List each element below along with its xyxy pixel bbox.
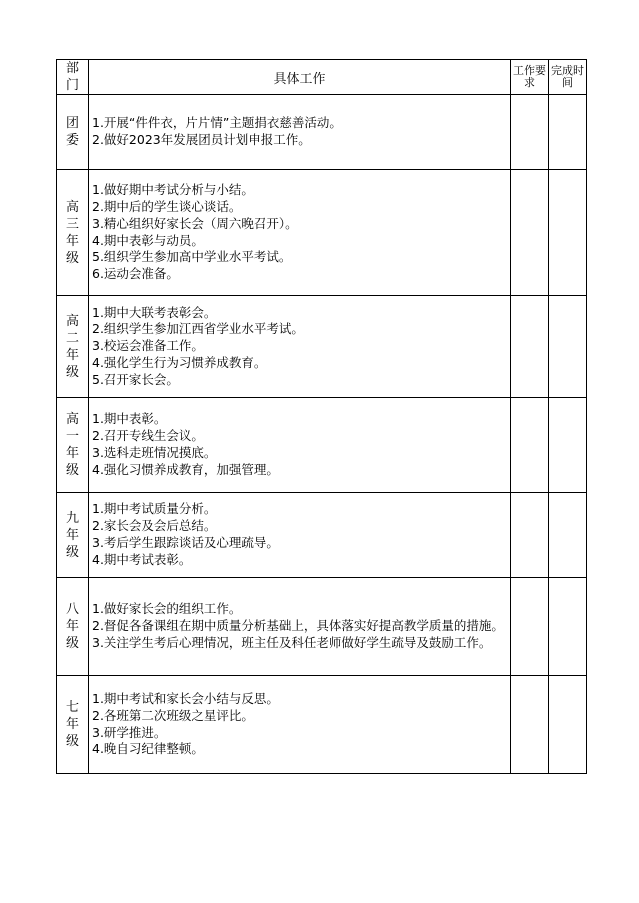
table-row [57, 296, 587, 398]
completion-time-cell[interactable] [549, 95, 587, 170]
work-item-list [89, 691, 510, 758]
work-item: 4.期中表彰与动员。 [92, 232, 204, 248]
table-row [57, 578, 587, 676]
completion-time-cell[interactable] [549, 676, 587, 774]
dept-label: 高三年级 [65, 199, 79, 266]
header-row [57, 60, 587, 95]
dept-cell [57, 676, 89, 774]
completion-time-cell[interactable] [549, 493, 587, 578]
dept-cell [57, 170, 89, 296]
work-item: 2.督促各备课组在期中质量分析基础上，具体落实好提高教学质量的措施。 [92, 618, 504, 634]
work-item: 4.期中考试表彰。 [92, 551, 192, 567]
work-item: 6.运动会准备。 [92, 266, 179, 282]
work-item: 3.选科走班情况摸底。 [92, 445, 217, 460]
requirement-cell[interactable] [511, 676, 549, 774]
requirement-cell[interactable] [511, 296, 549, 398]
header-requirement: 工作要求 [511, 60, 549, 95]
work-item: 2.期中后的学生谈心谈话。 [92, 198, 242, 214]
dept-label: 高二年级 [65, 313, 79, 380]
work-item-list [89, 601, 510, 651]
dept-cell [57, 398, 89, 493]
work-item: 4.强化学生行为习惯养成教育。 [92, 354, 267, 370]
work-cell [89, 398, 511, 493]
work-item: 3.研学推进。 [92, 724, 167, 740]
work-item: 1.期中考试质量分析。 [92, 501, 217, 517]
requirement-cell[interactable] [511, 170, 549, 296]
work-item: 1.期中考试和家长会小结与反思。 [92, 690, 279, 706]
work-item: 3.关注学生考后心理情况，班主任及科任老师做好学生疏导及鼓励工作。 [92, 634, 492, 650]
dept-cell [57, 296, 89, 398]
work-item: 2.做好2023年发展团员计划申报工作。 [92, 132, 311, 147]
dept-cell [57, 578, 89, 676]
dept-label: 八年级 [65, 602, 79, 651]
requirement-cell[interactable] [511, 578, 549, 676]
completion-time-cell[interactable] [549, 296, 587, 398]
work-item: 3.校运会准备工作。 [92, 338, 204, 354]
dept-label: 高一年级 [65, 412, 79, 478]
work-item: 1.期中大联考表彰会。 [92, 304, 217, 320]
work-item-list [89, 305, 510, 389]
work-item: 1.开展“件件衣，片片情”主题捐衣慈善活动。 [92, 115, 342, 131]
work-item: 2.家长会及会后总结。 [92, 518, 217, 534]
header-work: 具体工作 [89, 60, 511, 95]
header-dept: 部门 [57, 60, 89, 95]
work-item: 1.做好期中考试分析与小结。 [92, 182, 254, 198]
requirement-cell[interactable] [511, 95, 549, 170]
table-row [57, 95, 587, 170]
work-plan-table-container [56, 59, 585, 774]
work-item: 2.召开专线生会议。 [92, 428, 204, 444]
requirement-cell[interactable] [511, 398, 549, 493]
dept-cell [57, 95, 89, 170]
work-item: 2.组织学生参加江西省学业水平考试。 [92, 321, 304, 337]
dept-label: 九年级 [65, 510, 79, 560]
work-item: 3.精心组织好家长会（周六晚召开）。 [92, 215, 298, 231]
completion-time-cell[interactable] [549, 170, 587, 296]
work-cell [89, 578, 511, 676]
requirement-cell[interactable] [511, 493, 549, 578]
work-cell [89, 95, 511, 170]
table-row [57, 676, 587, 774]
table-row [57, 398, 587, 493]
work-cell [89, 676, 511, 774]
completion-time-cell[interactable] [549, 578, 587, 676]
header-completion-time: 完成时间 [549, 60, 587, 95]
table-row [57, 493, 587, 578]
work-cell [89, 296, 511, 398]
work-item: 1.做好家长会的组织工作。 [92, 601, 242, 617]
table-row [57, 170, 587, 296]
work-item-list [89, 115, 510, 149]
work-cell [89, 170, 511, 296]
work-cell [89, 493, 511, 578]
work-item: 2.各班第二次班级之星评比。 [92, 707, 254, 723]
work-item-list [89, 182, 510, 283]
work-plan-table [56, 59, 587, 774]
work-item: 1.期中表彰。 [92, 411, 167, 427]
completion-time-cell[interactable] [549, 398, 587, 493]
table-body [57, 95, 587, 774]
dept-label: 团委 [65, 116, 79, 148]
work-item: 4.晚自习纪律整顿。 [92, 741, 204, 757]
dept-cell [57, 493, 89, 578]
work-item: 4.强化习惯养成教育，加强管理。 [92, 461, 279, 477]
work-item: 5.组织学生参加高中学业水平考试。 [92, 249, 292, 265]
work-item-list [89, 411, 510, 478]
dept-label: 七年级 [65, 700, 79, 749]
work-item: 5.召开家长会。 [92, 371, 179, 387]
work-item: 3.考后学生跟踪谈话及心理疏导。 [92, 535, 279, 550]
work-item-list [89, 501, 510, 568]
